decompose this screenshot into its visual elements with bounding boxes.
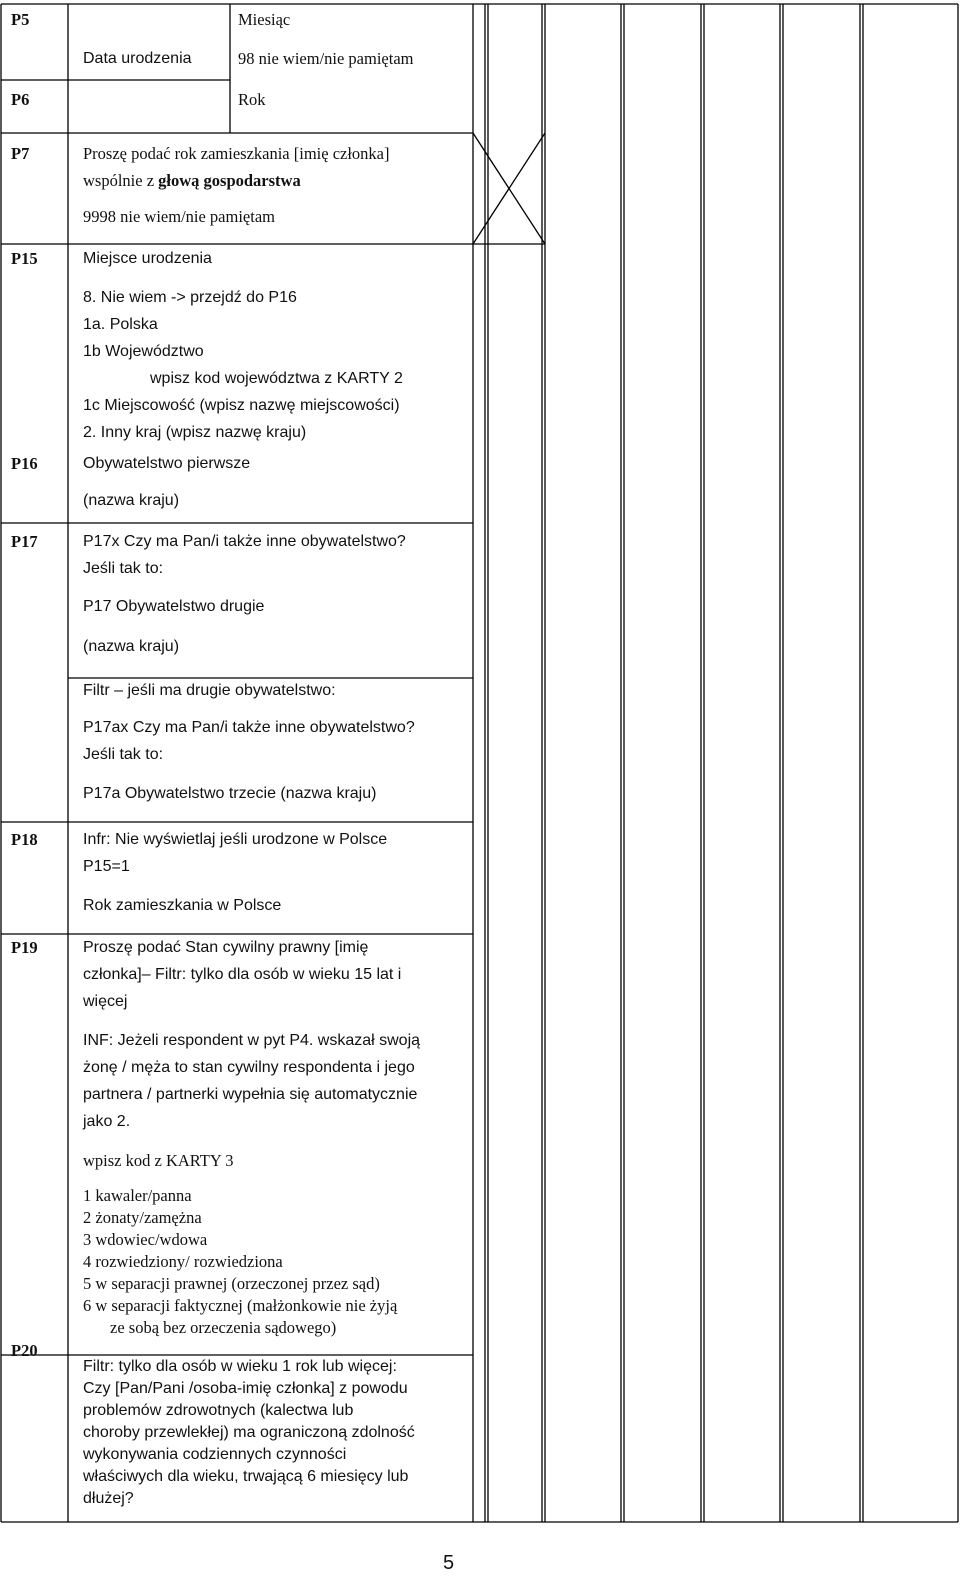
- third-citizenship-label: P17a Obywatelstwo trzecie (nazwa kraju): [83, 785, 377, 802]
- p17x-question: P17x Czy ma Pan/i także inne obywatelstwo?: [83, 533, 406, 550]
- marital-option-6-continued: ze sobą bez orzeczenia sądowego): [110, 1318, 337, 1337]
- birthplace-option-voivodeship: 1b Województwo: [83, 343, 204, 360]
- marital-option-2: 2 żonaty/zamężna: [83, 1208, 202, 1227]
- marital-option-1: 1 kawaler/panna: [83, 1186, 192, 1205]
- birthplace-option-town: 1c Miejscowość (wpisz nazwę miejscowości): [83, 397, 400, 414]
- p20-line-1: Filtr: tylko dla osób w wieku 1 rok lub więcej:: [83, 1358, 397, 1375]
- birthplace-option-dont-know: 8. Nie wiem -> przejdź do P16: [83, 289, 297, 306]
- marital-option-5: 5 w separacji prawnej (orzeczonej przez sąd): [83, 1274, 380, 1293]
- birth-date-label: Data urodzenia: [83, 50, 192, 67]
- first-citizenship-label: Obywatelstwo pierwsze: [83, 455, 251, 472]
- question-code-p7: P7: [11, 144, 30, 163]
- voivodeship-code-hint: wpisz kod województwa z KARTY 2: [150, 370, 403, 387]
- month-dont-know-option: 98 nie wiem/nie pamiętam: [238, 49, 414, 68]
- marital-option-6: 6 w separacji faktycznej (małżonkowie nie żyją: [83, 1296, 398, 1315]
- p7-question-line-2: wspólnie z głową gospodarstwa: [83, 171, 301, 190]
- question-code-p19: P19: [11, 938, 38, 957]
- year-label: Rok: [238, 90, 266, 109]
- p19-instruction-line-1: INF: Jeżeli respondent w pyt P4. wskazał swoją: [83, 1032, 421, 1049]
- p17ax-question: P17ax Czy ma Pan/i także inne obywatelstwo?: [83, 719, 415, 736]
- second-citizenship-hint: (nazwa kraju): [83, 638, 180, 655]
- marital-option-4: 4 rozwiedziony/ rozwiedziona: [83, 1252, 283, 1271]
- first-citizenship-hint: (nazwa kraju): [83, 492, 180, 509]
- birthplace-option-other-country: 2. Inny kraj (wpisz nazwę kraju): [83, 424, 307, 441]
- marital-option-3: 3 wdowiec/wdowa: [83, 1230, 208, 1249]
- question-code-p18: P18: [11, 830, 38, 849]
- question-code-p20: P20: [11, 1341, 38, 1360]
- page-number: 5: [443, 1552, 455, 1574]
- second-citizenship-filter: Filtr – jeśli ma drugie obywatelstwo:: [83, 682, 336, 699]
- p20-line-5: wykonywania codziennych czynności: [83, 1446, 347, 1463]
- question-code-p6: P6: [11, 90, 30, 109]
- p20-line-7: dłużej?: [83, 1490, 134, 1507]
- question-code-p17: P17: [11, 532, 38, 551]
- month-label: Miesiąc: [238, 10, 291, 29]
- second-citizenship-label: P17 Obywatelstwo drugie: [83, 598, 265, 615]
- p7-question-line-1: Proszę podać rok zamieszkania [imię członka]: [83, 144, 390, 163]
- question-code-p5: P5: [11, 10, 30, 29]
- p19-question-line-3: więcej: [83, 993, 128, 1010]
- p18-instruction-line-1: Infr: Nie wyświetlaj jeśli urodzone w Polsce: [83, 831, 388, 848]
- question-code-p16: P16: [11, 454, 38, 473]
- birthplace-label: Miejsce urodzenia: [83, 250, 212, 267]
- p7-dont-know-option: 9998 nie wiem/nie pamiętam: [83, 207, 275, 226]
- p20-line-4: choroby przewlekłej) ma ograniczoną zdolność: [83, 1424, 415, 1441]
- p20-line-6: właściwych dla wieku, trwającą 6 miesięcy lub: [83, 1468, 409, 1485]
- p18-instruction-line-2: P15=1: [83, 858, 130, 875]
- p19-instruction-line-4: jako 2.: [83, 1113, 131, 1130]
- p20-line-3: problemów zdrowotnych (kalectwa lub: [83, 1402, 354, 1419]
- p19-question-line-1: Proszę podać Stan cywilny prawny [imię: [83, 939, 369, 956]
- p19-instruction-line-2: żonę / męża to stan cywilny respondenta i jego: [83, 1059, 415, 1076]
- marital-status-code-hint: wpisz kod z KARTY 3: [83, 1151, 234, 1170]
- p17ax-followup: Jeśli tak to:: [83, 746, 164, 763]
- birthplace-option-poland: 1a. Polska: [83, 316, 158, 333]
- p20-line-2: Czy [Pan/Pani /osoba-imię członka] z powodu: [83, 1380, 408, 1397]
- residence-year-poland-label: Rok zamieszkania w Polsce: [83, 897, 282, 914]
- question-code-p15: P15: [11, 249, 38, 268]
- p17x-followup: Jeśli tak to:: [83, 560, 164, 577]
- p19-instruction-line-3: partnera / partnerki wypełnia się automatycznie: [83, 1086, 418, 1103]
- p19-question-line-2: członka]– Filtr: tylko dla osób w wieku 15 lat i: [83, 966, 402, 983]
